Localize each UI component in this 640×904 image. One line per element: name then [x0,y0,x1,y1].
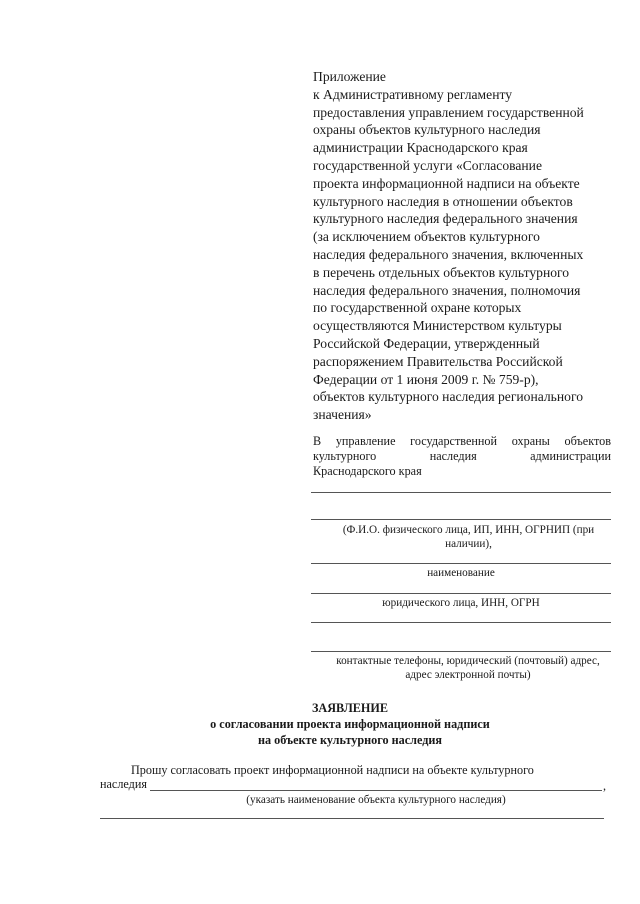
addressee-line: Краснодарского края [313,464,422,478]
appendix-line: в перечень отдельных объектов культурного [313,264,570,280]
fill-line-applicant-4[interactable] [311,593,611,594]
caption-legal: юридического лица, ИНН, ОГРН [382,597,540,609]
appendix-line: по государственной охране которых [313,300,522,316]
statement-subtitle: на объекте культурного наследия [257,733,443,747]
appendix-line: наследия федерального значения, включенных [313,246,584,262]
caption-fio: (Ф.И.О. физического лица, ИП, ИНН, ОГРНИП (при наличии), [342,524,595,550]
addressee-line: В управление государственной охраны объектов [313,434,611,448]
appendix-line: культурного наследия в отношении объектов [313,193,573,209]
appendix-line: государственной услуги «Согласование [313,157,542,173]
caption-object: (указать наименование объекта культурного наследия) [246,794,506,806]
fill-line-applicant-5[interactable] [311,622,611,623]
appendix-line: к Административному регламенту [313,86,513,102]
fill-line-applicant-6[interactable] [311,651,611,652]
appendix-line: предоставления управлением государственной [313,104,584,120]
comma: , [603,779,607,793]
appendix-line: администрации Краснодарского края [313,140,528,156]
appendix-line: значения» [313,407,372,423]
statement-subtitle: о согласовании проекта информационной надписи [210,717,490,731]
addressee-block [313,434,611,479]
appendix-line: охраны объектов культурного наследия [313,122,541,138]
appendix-line: объектов культурного наследия регионального [313,389,583,405]
appendix-line: осуществляются Министерством культуры [313,318,562,334]
appendix-line: (за исключением объектов культурного [313,229,540,245]
fill-line-applicant-1[interactable] [311,492,611,493]
heritage-word: наследия [100,777,148,791]
fill-line-object-name-2[interactable] [100,818,604,819]
appendix-line: культурного наследия федерального значения [313,211,578,227]
fill-line-object-name[interactable] [150,790,602,791]
appendix-line: Российской Федерации, утвержденный [313,335,540,351]
appendix-line: распоряжением Правительства Российской [313,353,563,369]
appendix-line: Федерации от 1 июня 2009 г. № 759-р), [313,371,539,387]
appendix-line: проекта информационной надписи на объекте [313,175,580,191]
statement-title: ЗАЯВЛЕНИЕ [312,701,388,715]
fill-line-applicant-2[interactable] [311,519,611,520]
appendix-line: Приложение [313,69,386,84]
caption-name: наименование [427,567,495,579]
addressee-line: культурного наследия администрации [313,449,611,463]
request-text: Прошу согласовать проект информационной надписи на объекте культурного [131,763,534,777]
appendix-block [313,68,618,424]
appendix-line: наследия федерального значения, полномочия [313,282,581,298]
fill-line-applicant-3[interactable] [311,563,611,564]
caption-contacts: контактные телефоны, юридический (почтовый) адрес, адрес электронной почты) [336,655,600,681]
